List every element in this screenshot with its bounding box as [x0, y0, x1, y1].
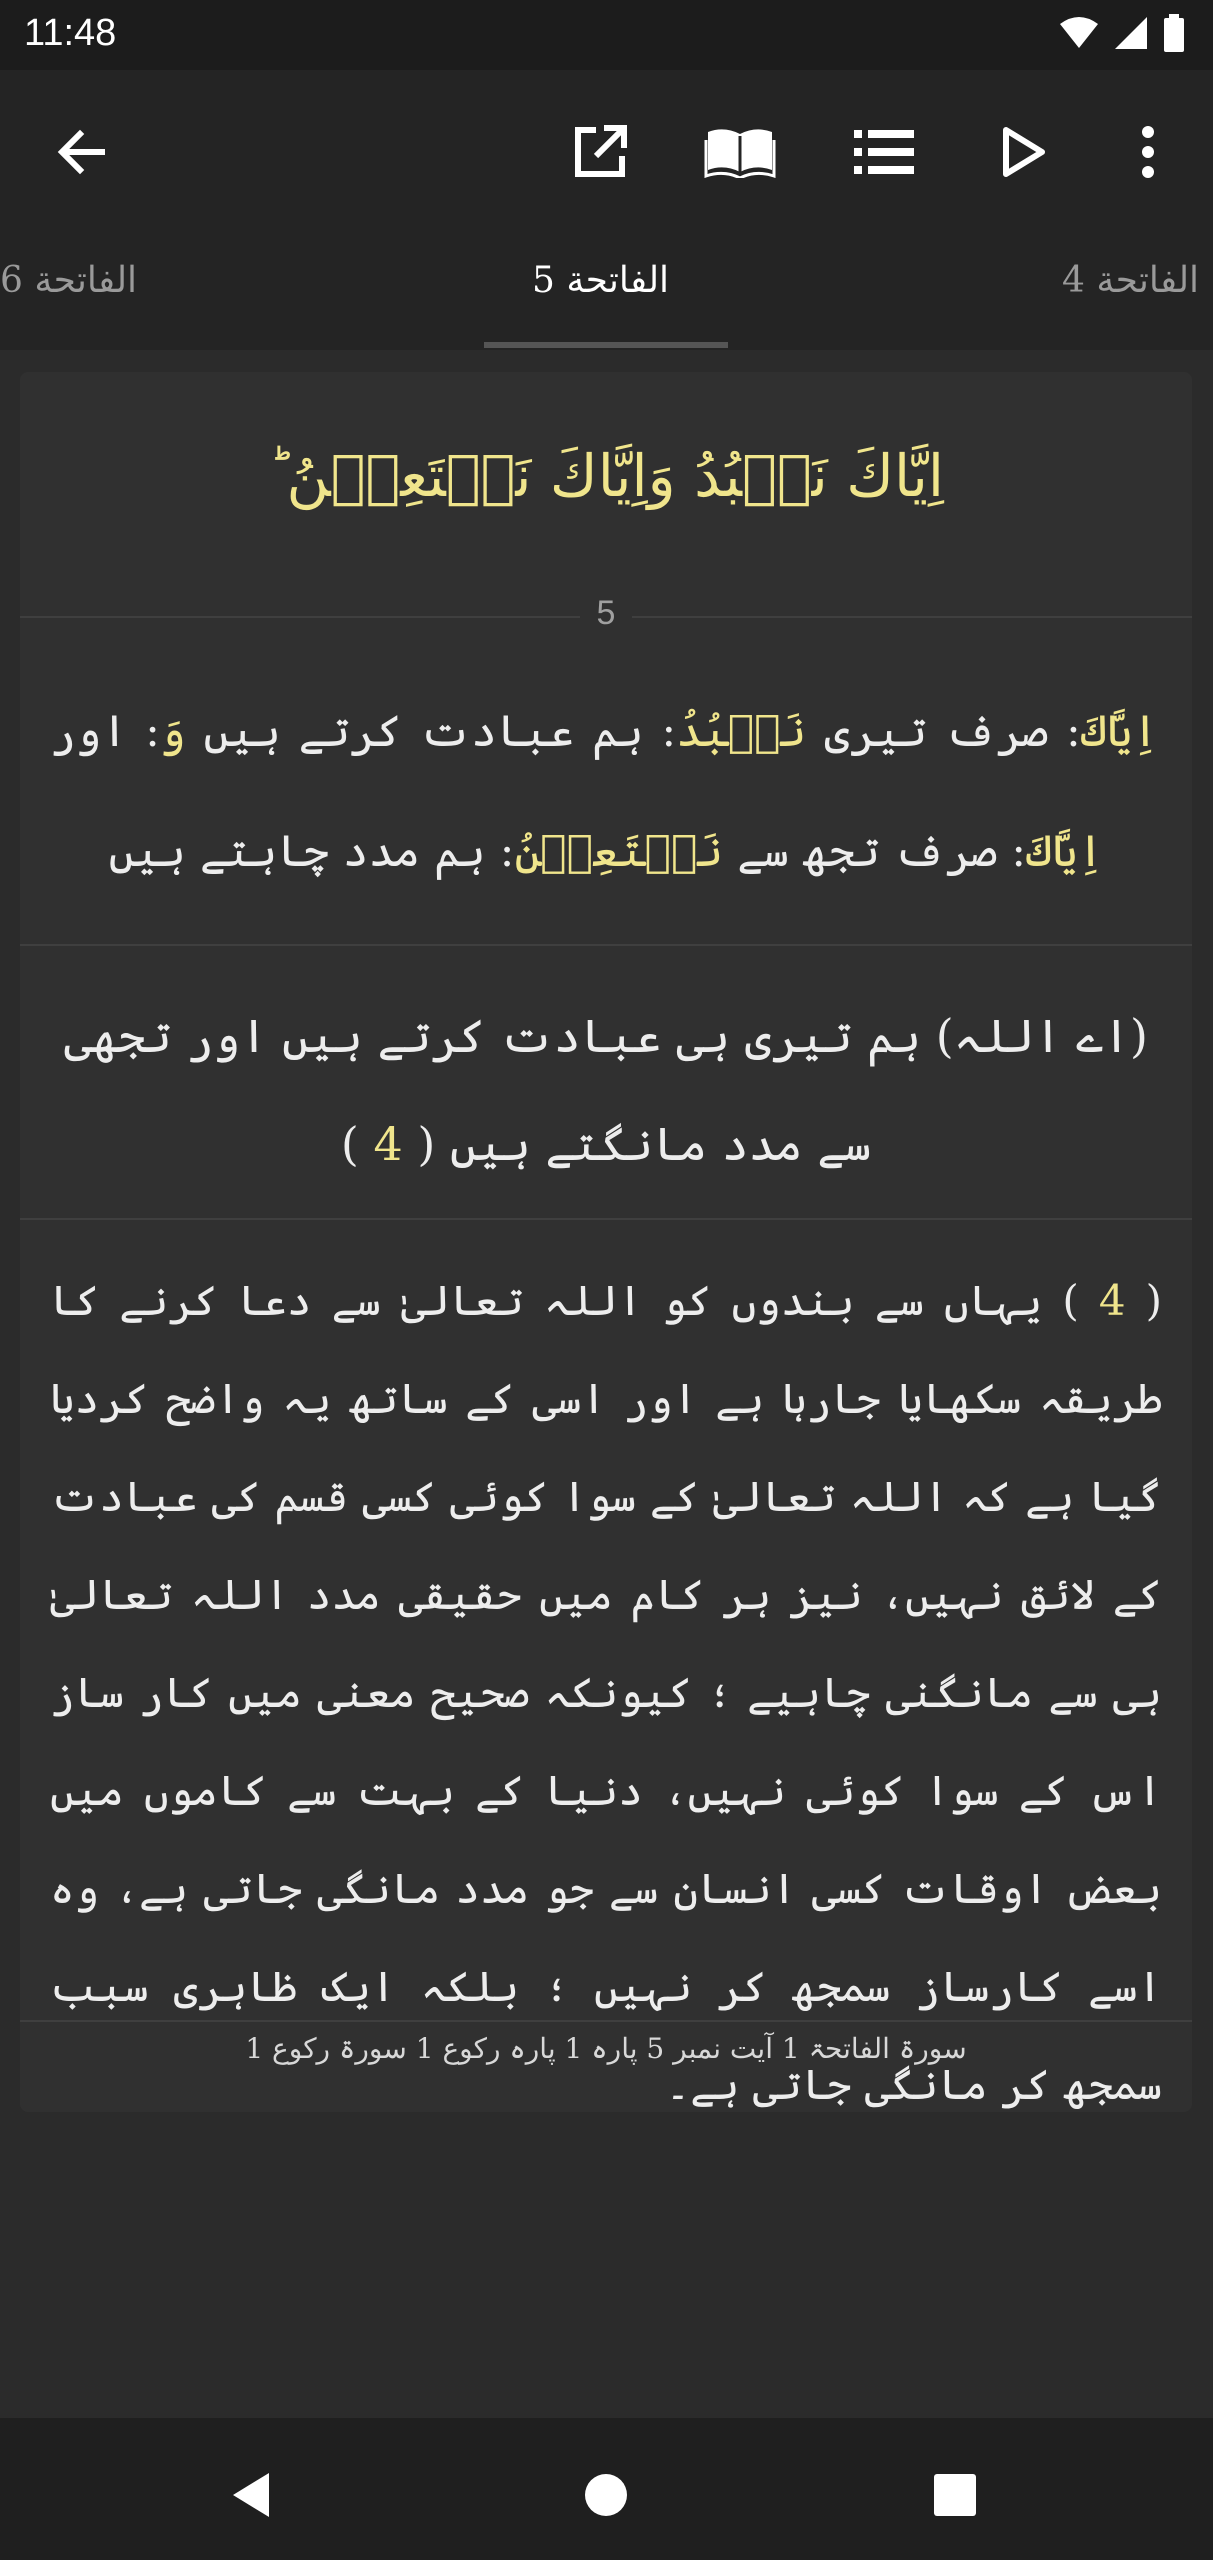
back-arrow-icon	[56, 126, 108, 178]
word-by-word	[50, 672, 1162, 912]
tab-ayah-6[interactable]: الفاتحة 6	[0, 260, 138, 301]
translation-text: (اے اللہ) ہم تیری ہی عبادت کرتے ہیں اور تجھی سے مدد مانگتے ہیں (	[64, 1009, 1148, 1171]
list-icon	[854, 128, 914, 176]
wbw-arabic-word: نَعۡبُدُ	[676, 706, 807, 757]
ayah-card	[20, 372, 1192, 2112]
back-button[interactable]	[42, 112, 122, 192]
quran-book-icon	[704, 126, 776, 178]
ayah-reference: سورۃ الفاتحۃ 1 آیت نمبر 5 پارہ 1 پارہ رکوع 1 سورۃ رکوع 1	[245, 2032, 967, 2065]
share-button[interactable]	[560, 112, 640, 192]
status-icons	[1059, 14, 1185, 52]
ayah-tabs	[0, 230, 1213, 350]
more-button[interactable]	[1108, 112, 1188, 192]
navigation-bar	[0, 2418, 1213, 2560]
nav-back-icon	[229, 2471, 273, 2519]
share-icon	[570, 122, 630, 182]
quran-button[interactable]	[700, 112, 780, 192]
divider	[20, 944, 1192, 946]
toolbar	[0, 70, 1213, 230]
tafsir-note-number: 4	[1098, 1276, 1126, 1325]
tab-indicator	[484, 342, 728, 348]
divider	[20, 2020, 1192, 2022]
ayah-number: 5	[580, 594, 632, 638]
play-button[interactable]	[984, 112, 1064, 192]
tafsir-open: (	[1125, 1276, 1162, 1325]
divider	[20, 1218, 1192, 1220]
more-icon	[1140, 126, 1156, 178]
wbw-arabic-word: اِيَّاكَ	[1026, 826, 1104, 877]
tab-ayah-4[interactable]: الفاتحة 4	[1062, 260, 1200, 301]
signal-icon	[1113, 15, 1149, 51]
arabic-ayah: اِيَّاكَ نَعۡبُدُ وَاِيَّاكَ نَسۡتَعِيۡنُ ؕ	[268, 442, 944, 510]
wbw-meaning: : ہم مدد چاہتے ہیں	[108, 826, 515, 877]
wifi-icon	[1059, 16, 1099, 50]
play-icon	[1000, 126, 1048, 178]
wbw-meaning: : اور	[50, 706, 160, 757]
nav-back-button[interactable]	[216, 2460, 286, 2530]
status-time: 11:48	[24, 12, 117, 54]
wbw-arabic-word: نَسۡتَعِيۡنُ	[514, 826, 724, 877]
tafsir	[50, 1252, 1162, 2134]
wbw-arabic-word: اِيَّاكَ	[1080, 706, 1159, 757]
status-bar	[0, 0, 1213, 70]
footnote-link[interactable]: 4	[373, 1117, 403, 1171]
tafsir-text: ) یہاں سے بندوں کو اللہ تعالیٰ سے دعا کرنے کا طریقہ سکھایا جارہا ہے اور اسی کے ساتھ یہ واضح کردیا گیا ہے کہ اللہ تعالیٰ کے سوا کوئی کسی قسم کی عبادت کے لائق نہیں، نیز ہر کام میں حقیقی مدد اللہ تعالیٰ ہی سے مانگنی چاہیے ؛ کیونکہ صحیح معنی میں کار ساز اس کے سوا کوئی نہیں، دنیا کے بہت سے کاموں میں بعض اوقات کسی انسان سے جو مدد مانگی جاتی ہے، وہ اسے کارساز سمجھ کر نہیں ؛ بلکہ ایک ظاہری سبب سمجھ کر مانگی جاتی ہے۔	[50, 1276, 1162, 2109]
translation-close: )	[340, 1117, 374, 1171]
battery-icon	[1163, 14, 1185, 52]
wbw-meaning: : صرف تیری	[806, 706, 1081, 757]
translation	[50, 982, 1162, 1198]
tab-ayah-5[interactable]: الفاتحة 5	[532, 260, 670, 301]
nav-recents-button[interactable]	[920, 2460, 990, 2530]
wbw-meaning: : ہم عبادت کرتے ہیں	[185, 706, 677, 757]
wbw-arabic-word: وَ	[159, 706, 186, 757]
nav-home-button[interactable]	[571, 2460, 641, 2530]
nav-recents-icon	[933, 2473, 977, 2517]
list-button[interactable]	[844, 112, 924, 192]
wbw-meaning: : صرف تجھ سے	[723, 826, 1027, 877]
nav-home-icon	[584, 2473, 628, 2517]
